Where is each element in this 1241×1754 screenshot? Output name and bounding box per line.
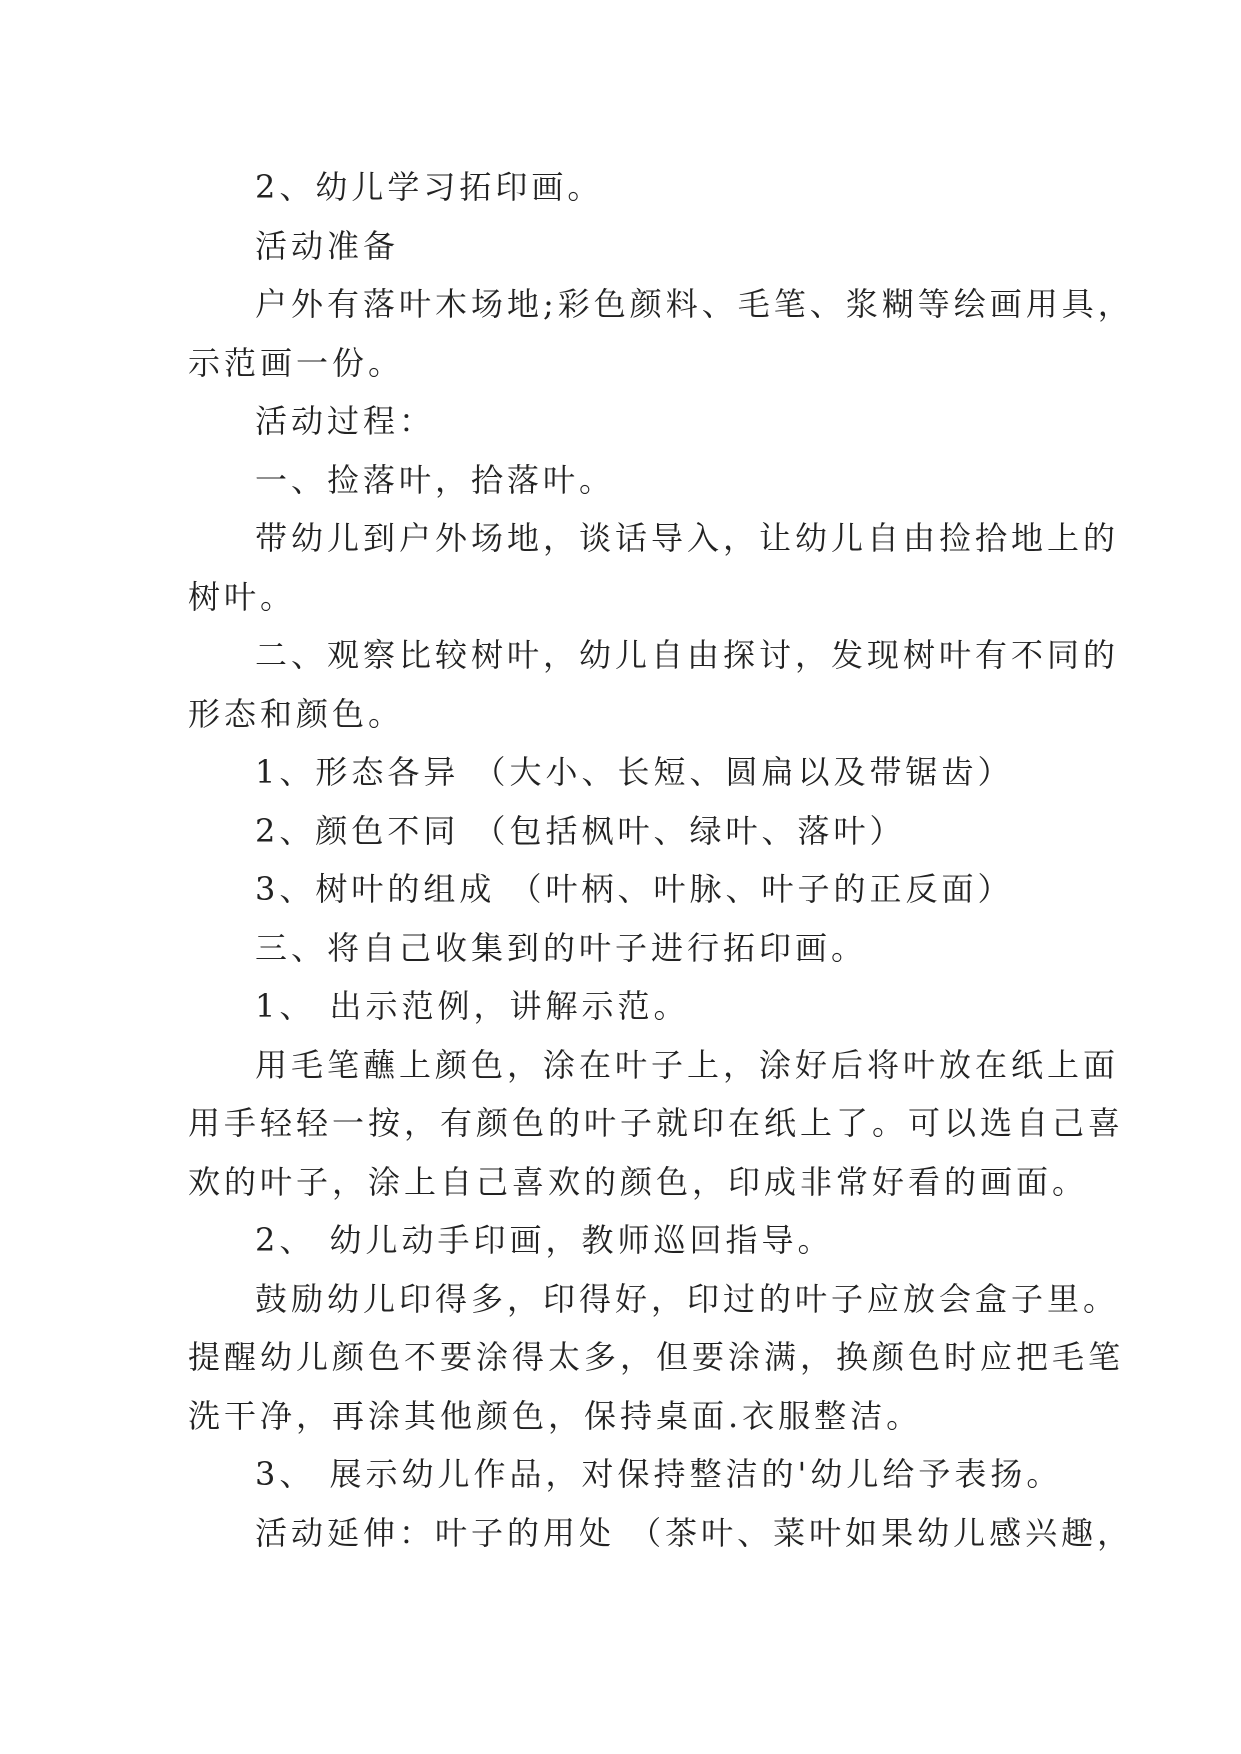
text-line: 提醒幼儿颜色不要涂得太多，但要涂满，换颜色时应把毛笔 xyxy=(188,1338,1125,1376)
text-line: 三、将自己收集到的叶子进行拓印画。 xyxy=(255,928,868,967)
document-body xyxy=(188,158,1134,1562)
text-line: 用毛笔蘸上颜色，涂在叶子上，涂好后将叶放在纸上面 xyxy=(255,1045,1120,1084)
text-line: 带幼儿到户外场地，谈话导入，让幼儿自由捡拾地上的 xyxy=(255,519,1120,557)
list-item: 1、形态各异 （大小、长短、圆扁以及带锯齿） xyxy=(255,753,1014,791)
text-line: 户外有落叶木场地;彩色颜料、毛笔、浆糊等绘画用具， xyxy=(255,285,1134,323)
section-heading: 活动过程： xyxy=(255,402,436,440)
text-line: 示范画一份。 xyxy=(188,343,405,382)
text-line: 2、幼儿学习拓印画。 xyxy=(255,168,604,206)
text-line: 洗干净，再涂其他颜色，保持桌面.衣服整洁。 xyxy=(188,1396,923,1435)
list-item: 3、树叶的组成 （叶柄、叶脉、叶子的正反面） xyxy=(255,870,1014,908)
text-line: 二、观察比较树叶，幼儿自由探讨，发现树叶有不同的 xyxy=(255,636,1120,674)
text-line: 用手轻轻一按，有颜色的叶子就印在纸上了。可以选自己喜 xyxy=(188,1104,1125,1142)
text-line: 形态和颜色。 xyxy=(188,694,405,733)
list-item: 2、 幼儿动手印画，教师巡回指导。 xyxy=(255,1221,834,1259)
list-item: 1、 出示范例，讲解示范。 xyxy=(255,987,690,1025)
text-line: 树叶。 xyxy=(188,577,297,616)
section-heading: 活动准备 xyxy=(255,226,400,265)
list-item: 3、 展示幼儿作品，对保持整洁的'幼儿给予表扬。 xyxy=(255,1455,1063,1493)
list-item: 2、颜色不同 （包括枫叶、绿叶、落叶） xyxy=(255,811,906,850)
text-line: 鼓励幼儿印得多，印得好，印过的叶子应放会盒子里。 xyxy=(255,1279,1120,1318)
text-line: 一、捡落叶，拾落叶。 xyxy=(255,460,616,499)
text-line: 欢的叶子，涂上自己喜欢的颜色，印成非常好看的画面。 xyxy=(188,1162,1089,1201)
text-line: 活动延伸：叶子的用处 （茶叶、菜叶如果幼儿感兴趣， xyxy=(255,1513,1134,1552)
